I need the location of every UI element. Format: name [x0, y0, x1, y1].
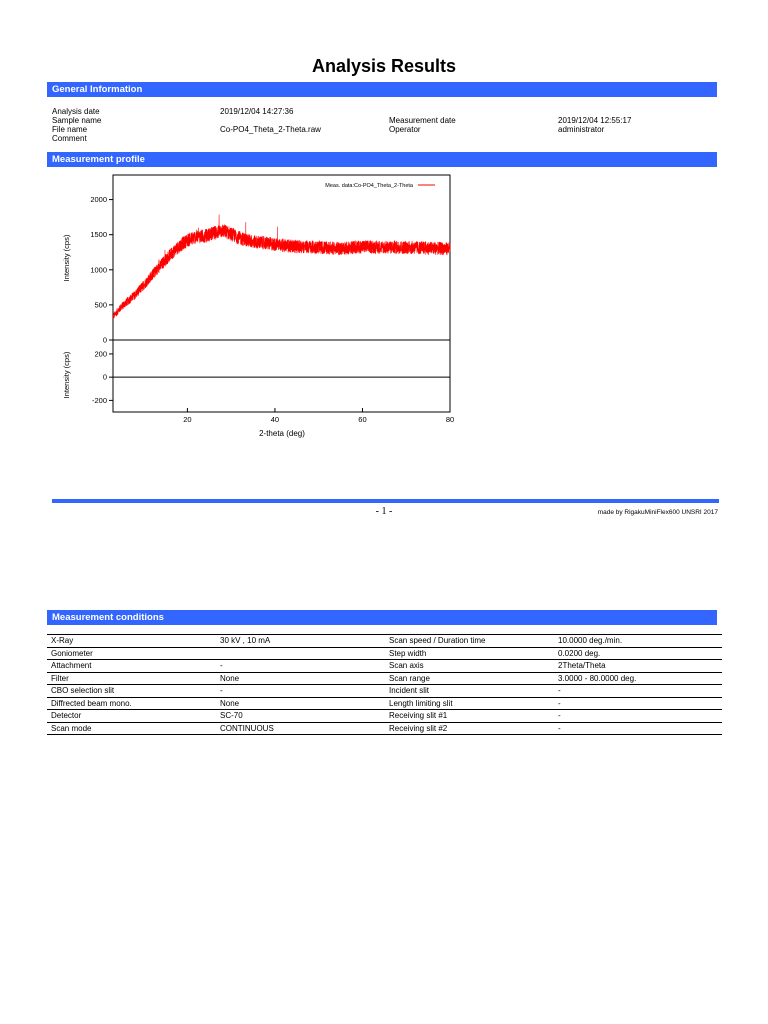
condition-value: None — [216, 697, 385, 710]
residual-plot-frame — [113, 340, 450, 412]
table-row — [47, 722, 722, 735]
condition-label: Step width — [385, 647, 554, 660]
xrd-chart — [47, 170, 467, 445]
footer-divider — [52, 499, 719, 503]
condition-label: Scan axis — [385, 660, 554, 673]
table-row — [47, 672, 722, 685]
measurement-conditions-header: Measurement conditions — [47, 610, 717, 625]
file-name-value: Co-PO4_Theta_2-Theta.raw — [220, 125, 321, 134]
condition-value: 10.0000 deg./min. — [554, 635, 722, 648]
made-by-note: made by RigakuMiniFlex600 UNSRI 2017 — [597, 509, 718, 516]
condition-label: Receiving slit #2 — [385, 722, 554, 735]
condition-value: CONTINUOUS — [216, 722, 385, 735]
condition-value: - — [216, 660, 385, 673]
condition-label: Length limiting slit — [385, 697, 554, 710]
sample-name-label: Sample name — [52, 116, 102, 125]
x-tick-label: 40 — [270, 415, 280, 424]
y-tick-label: 0 — [102, 335, 107, 345]
file-name-label: File name — [52, 125, 88, 134]
condition-label: Incident slit — [385, 685, 554, 698]
y-axis-label: Intensity (cps) — [62, 234, 71, 282]
condition-value: - — [554, 685, 722, 698]
condition-label: Scan speed / Duration time — [385, 635, 554, 648]
general-info-header: General Information — [47, 82, 717, 97]
x-axis-label: 2-theta (deg) — [259, 429, 305, 438]
residual-axis-ticks — [92, 349, 113, 404]
y-tick-label: 2000 — [90, 195, 107, 205]
condition-label: Scan range — [385, 672, 554, 685]
table-row — [47, 660, 722, 673]
analysis-date-value: 2019/12/04 14:27:36 — [220, 107, 294, 116]
condition-label: CBO selection slit — [47, 685, 216, 698]
condition-label: Detector — [47, 710, 216, 723]
conditions-table — [47, 634, 722, 735]
condition-value: 30 kV , 10 mA — [216, 635, 385, 648]
analysis-date-label: Analysis date — [52, 107, 100, 116]
x-tick-label: 80 — [445, 415, 455, 424]
measurement-date-label: Measurement date — [389, 116, 456, 125]
condition-value: SC-70 — [216, 710, 385, 723]
y-axis-ticks — [90, 195, 113, 344]
legend-label: Meas. data:Co-PO4_Theta_2-Theta — [325, 183, 413, 189]
table-row — [47, 685, 722, 698]
condition-value: - — [554, 697, 722, 710]
x-tick-label: 60 — [358, 415, 367, 424]
operator-label: Operator — [389, 125, 421, 134]
table-row — [47, 697, 722, 710]
measured-data-line — [113, 214, 450, 318]
page-title: Analysis Results — [311, 56, 457, 76]
table-row — [47, 635, 722, 648]
condition-label: X-Ray — [47, 635, 216, 648]
x-tick-label: 20 — [183, 415, 192, 424]
comment-label: Comment — [52, 134, 87, 143]
operator-value: administrator — [558, 125, 605, 134]
condition-value: - — [554, 710, 722, 723]
condition-value: None — [216, 672, 385, 685]
condition-label: Goniometer — [47, 647, 216, 660]
residual-tick-label: -200 — [91, 395, 107, 405]
measurement-date-value: 2019/12/04 12:55:17 — [558, 116, 632, 125]
measurement-profile-header: Measurement profile — [47, 152, 717, 167]
condition-value: 0.0200 deg. — [554, 647, 722, 660]
condition-label: Attachment — [47, 660, 216, 673]
residual-tick-label: 0 — [102, 372, 107, 382]
condition-value: - — [554, 722, 722, 735]
condition-label: Filter — [47, 672, 216, 685]
x-axis-ticks — [183, 408, 454, 424]
y-tick-label: 500 — [94, 300, 107, 310]
y-tick-label: 1000 — [90, 265, 107, 275]
table-row — [47, 647, 722, 660]
condition-value: 3.0000 - 80.0000 deg. — [554, 672, 722, 685]
condition-value: - — [216, 685, 385, 698]
page-number: - 1 - — [375, 506, 393, 517]
condition-label: Scan mode — [47, 722, 216, 735]
condition-label: Receiving slit #1 — [385, 710, 554, 723]
residual-axis-label: Intensity (cps) — [62, 351, 71, 399]
condition-value — [216, 647, 385, 660]
xrd-chart-svg — [47, 170, 467, 445]
condition-value: 2Theta/Theta — [554, 660, 722, 673]
residual-tick-label: 200 — [94, 349, 107, 359]
condition-label: Diffrected beam mono. — [47, 697, 216, 710]
table-row — [47, 710, 722, 723]
y-tick-label: 1500 — [90, 230, 107, 240]
